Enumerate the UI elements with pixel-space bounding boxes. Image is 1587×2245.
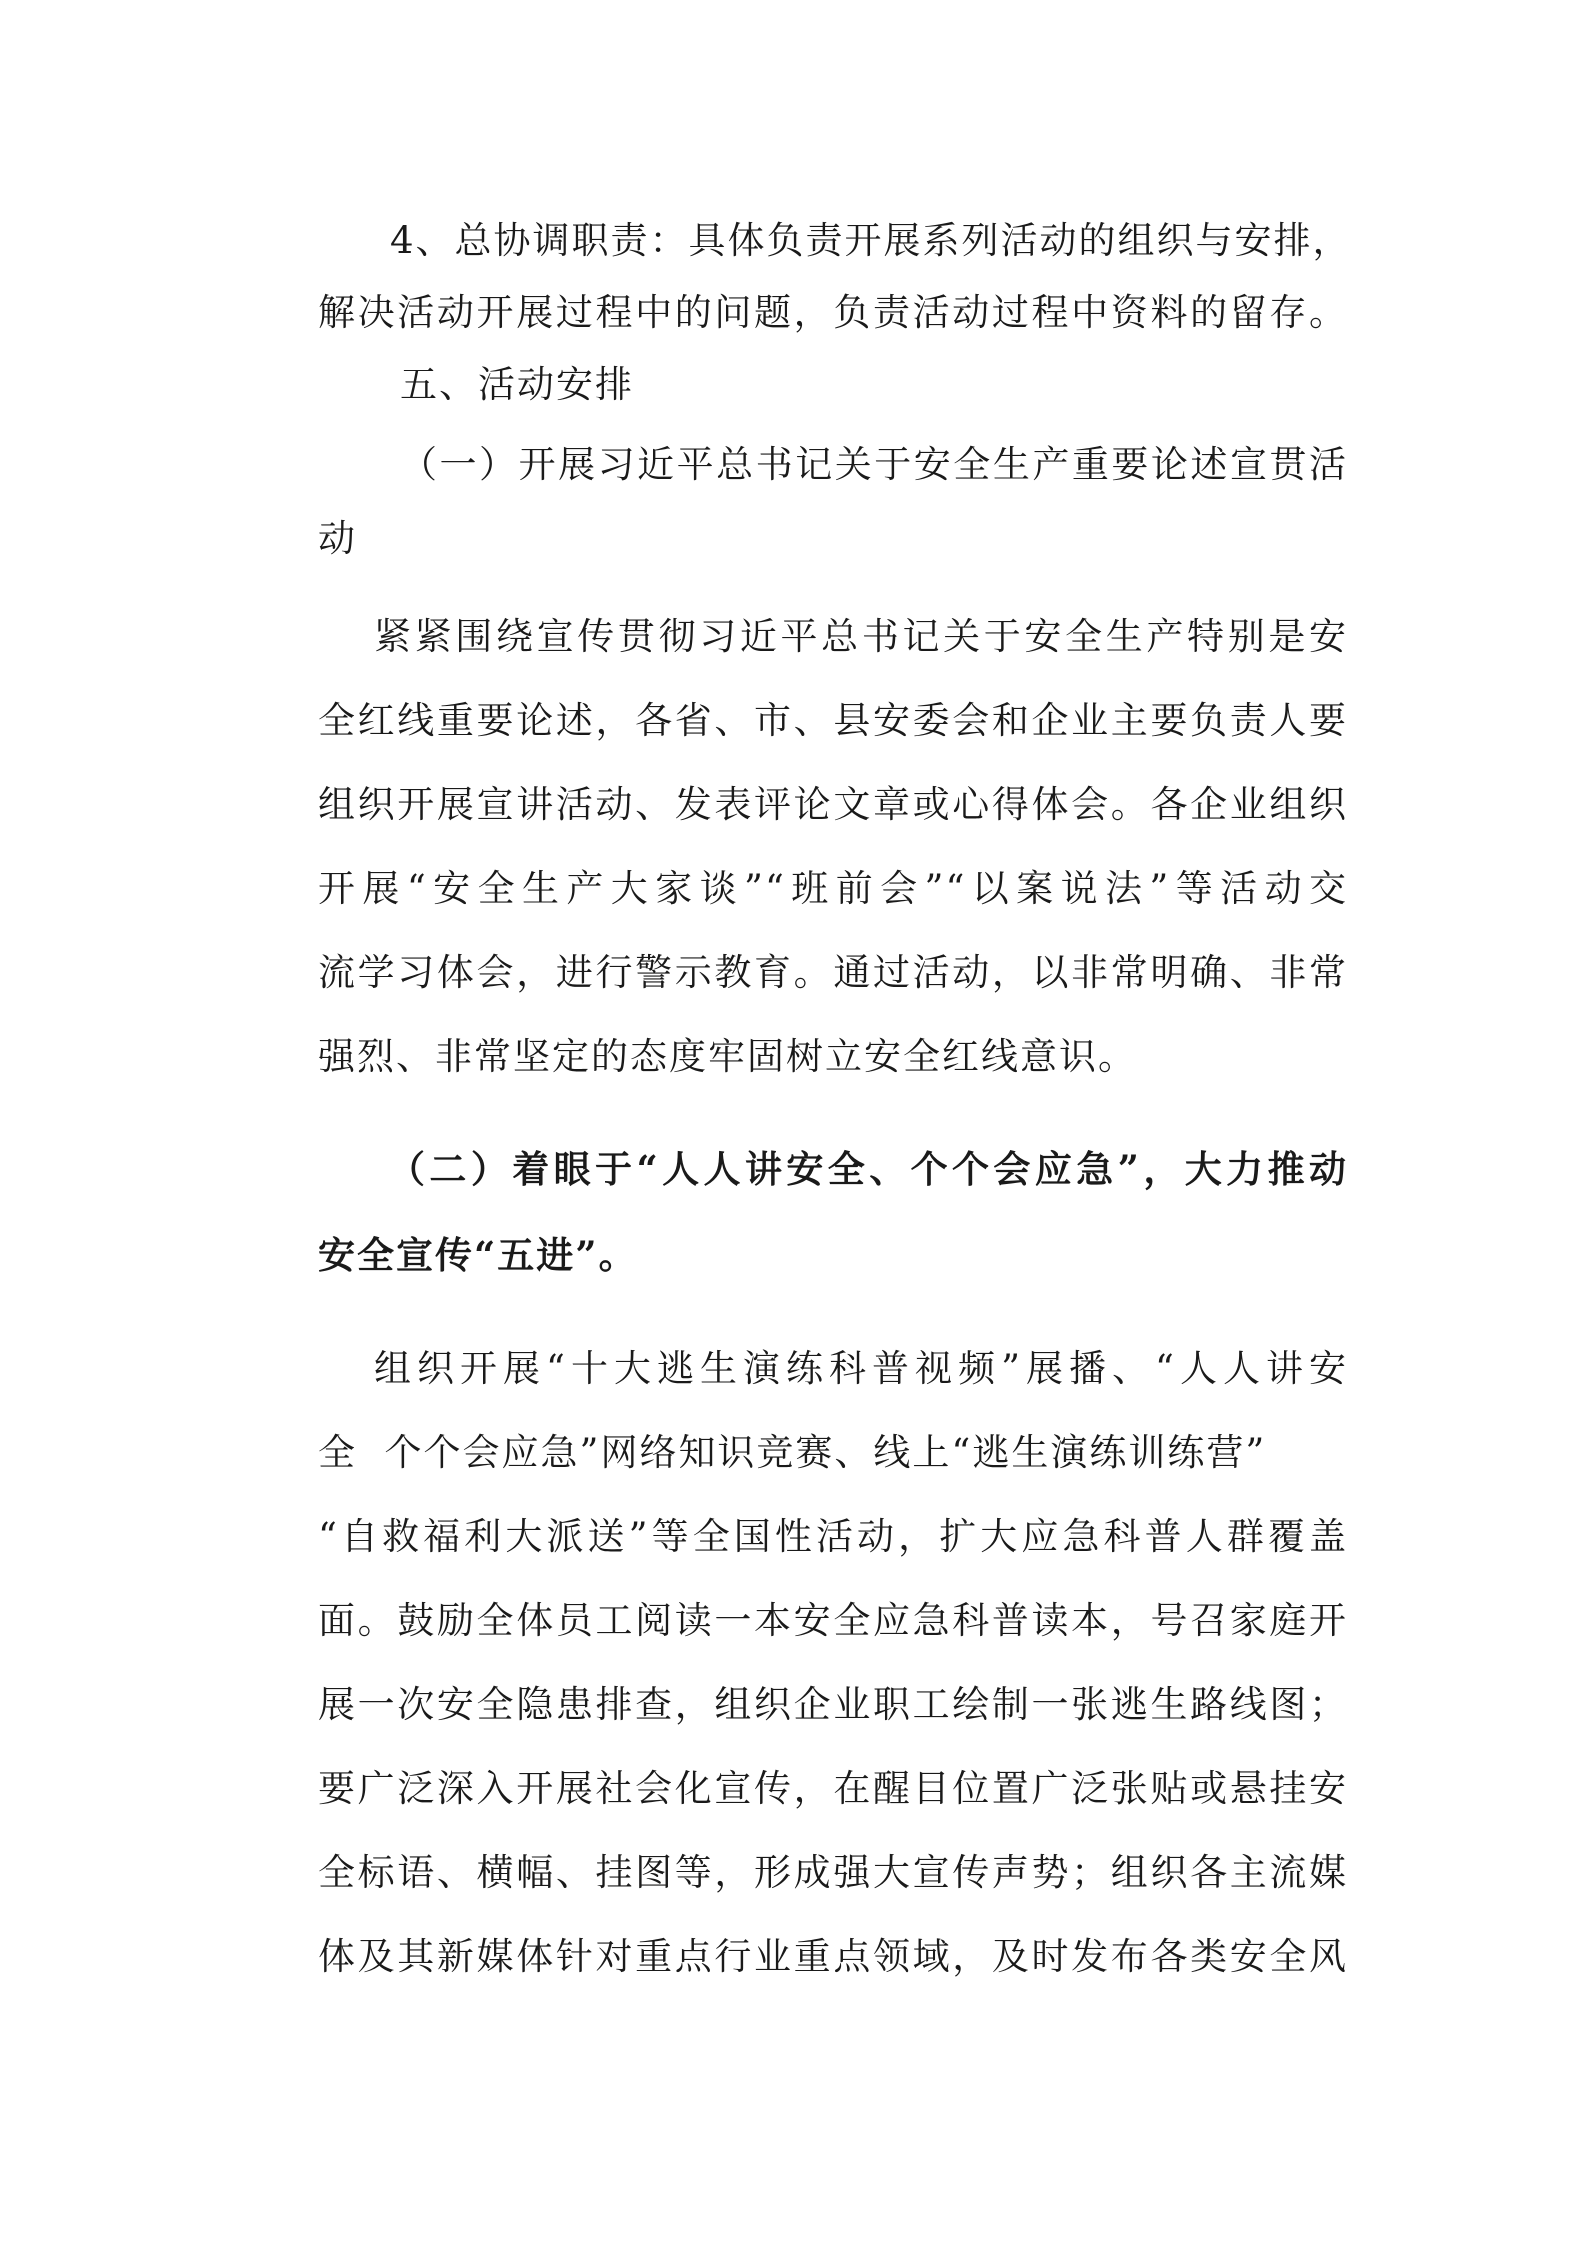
text-line: 4、总协调职责：具体负责开展系列活动的组织与安排， [390,219,1352,262]
text-line: 流学习体会，进行警示教育。通过活动，以非常明确、非常 [318,951,1348,994]
subsection-heading: （二）着眼于“人人讲安全、个个会应急”，大力推动 [388,1147,1348,1191]
text-line: 组织开展“十大逃生演练科普视频”展播、“人人讲安 [374,1347,1348,1390]
subsection-heading: 安全宣传“五进”。 [318,1233,638,1277]
text-line: 要广泛深入开展社会化宣传，在醒目位置广泛张贴或悬挂安 [318,1767,1348,1810]
text-line: 展一次安全隐患排查，组织企业职工绘制一张逃生路线图； [318,1683,1348,1726]
text-line: 体及其新媒体针对重点行业重点领域，及时发布各类安全风 [318,1935,1348,1978]
subsection-heading: （一）开展习近平总书记关于安全生产重要论述宣贯活 [400,443,1348,486]
text-line: 强烈、非常坚定的态度牢固树立安全红线意识。 [318,1035,1137,1078]
text-line: 紧紧围绕宣传贯彻习近平总书记关于安全生产特别是安 [374,615,1348,658]
text-line: 全 个个会应急”网络知识竞赛、线上“逃生演练训练营” [318,1431,1267,1474]
section-heading: 五、活动安排 [400,363,634,406]
text-line: 组织开展宣讲活动、发表评论文章或心得体会。各企业组织 [318,783,1348,826]
text-line: 全标语、横幅、挂图等，形成强大宣传声势；组织各主流媒 [318,1851,1348,1894]
text-line: “自救福利大派送”等全国性活动，扩大应急科普人群覆盖 [318,1515,1348,1558]
text-line: 解决活动开展过程中的问题，负责活动过程中资料的留存。 [318,291,1348,334]
text-line: 开展“安全生产大家谈”“班前会”“以案说法”等活动交 [318,867,1348,910]
text-line: 面。鼓励全体员工阅读一本安全应急科普读本，号召家庭开 [318,1599,1348,1642]
subsection-heading: 动 [318,517,357,560]
text-line: 全红线重要论述，各省、市、县安委会和企业主要负责人要 [318,699,1348,742]
